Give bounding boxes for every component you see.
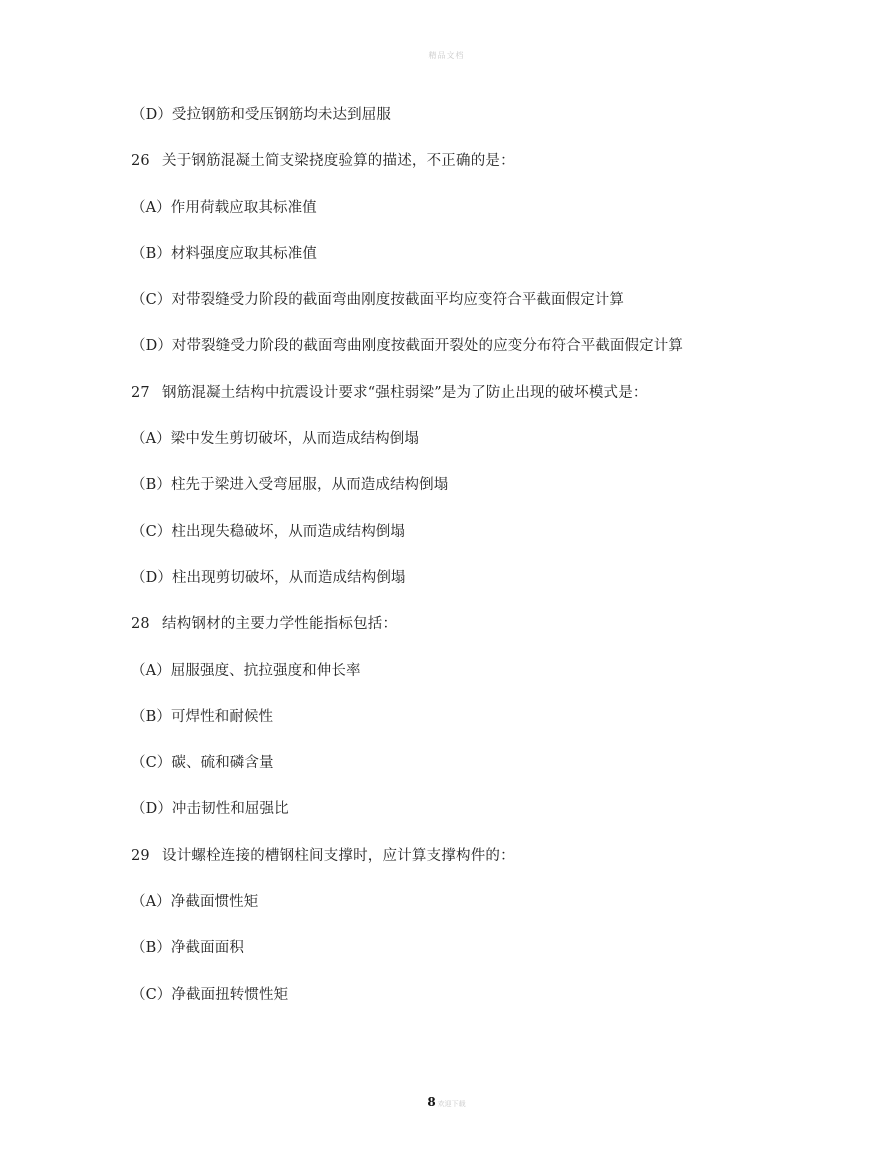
- option-28-d: （D）冲击韧性和屈强比: [131, 801, 289, 818]
- option-26-a: （A）作用荷载应取其标准值: [131, 199, 317, 216]
- question-text: 设计螺栓连接的槽钢柱间支撑时，应计算支撑构件的：: [162, 847, 515, 864]
- option-29-c: （C）净截面扭转惯性矩: [131, 986, 289, 1003]
- option-28-a: （A）屈服强度、抗拉强度和伸长率: [131, 662, 361, 679]
- question-27: [131, 380, 831, 426]
- question-number: 27: [131, 384, 150, 401]
- page-number: 8: [427, 1095, 436, 1109]
- question-number: 28: [131, 616, 150, 633]
- option-25-d: （D）受拉钢筋和受压钢筋均未达到屈服: [131, 107, 391, 123]
- footer-watermark: 欢迎下载: [437, 1100, 466, 1108]
- option-29-a: （A）净截面惯性矩: [131, 894, 259, 911]
- question-number: 26: [131, 153, 150, 170]
- question-26: [131, 148, 831, 194]
- option-27-b: （B）柱先于梁进入受弯屈服，从而造成结构倒塌: [131, 477, 449, 494]
- option-26-c: （C）对带裂缝受力阶段的截面弯曲刚度按截面平均应变符合平截面假定计算: [131, 292, 624, 309]
- option-27-a: （A）梁中发生剪切破坏，从而造成结构倒塌: [131, 431, 419, 448]
- option-28-c: （C）碳、硫和磷含量: [131, 755, 274, 772]
- question-number: 29: [131, 847, 150, 864]
- option-29-b: （B）净截面面积: [131, 940, 244, 957]
- question-text: 关于钢筋混凝土简支梁挠度验算的描述，不正确的是：: [162, 153, 515, 170]
- option-27-d: （D）柱出现剪切破坏，从而造成结构倒塌: [131, 569, 406, 586]
- question-text: 钢筋混凝土结构中抗震设计要求“强柱弱梁”是为了防止出现的破坏模式是：: [162, 384, 648, 401]
- page-footer: [0, 1095, 893, 1109]
- question-29: [131, 843, 831, 889]
- question-body: [131, 102, 831, 1028]
- question-text: 结构钢材的主要力学性能指标包括：: [162, 616, 398, 633]
- option-26-b: （B）材料强度应取其标准值: [131, 245, 317, 262]
- option-27-c: （C）柱出现失稳破坏，从而造成结构倒塌: [131, 523, 405, 540]
- option-28-b: （B）可焊性和耐候性: [131, 708, 274, 725]
- question-28: [131, 611, 831, 657]
- header-watermark: 精品文档: [428, 51, 465, 60]
- option-26-d: （D）对带裂缝受力阶段的截面弯曲刚度按截面开裂处的应变分布符合平截面假定计算: [131, 338, 683, 355]
